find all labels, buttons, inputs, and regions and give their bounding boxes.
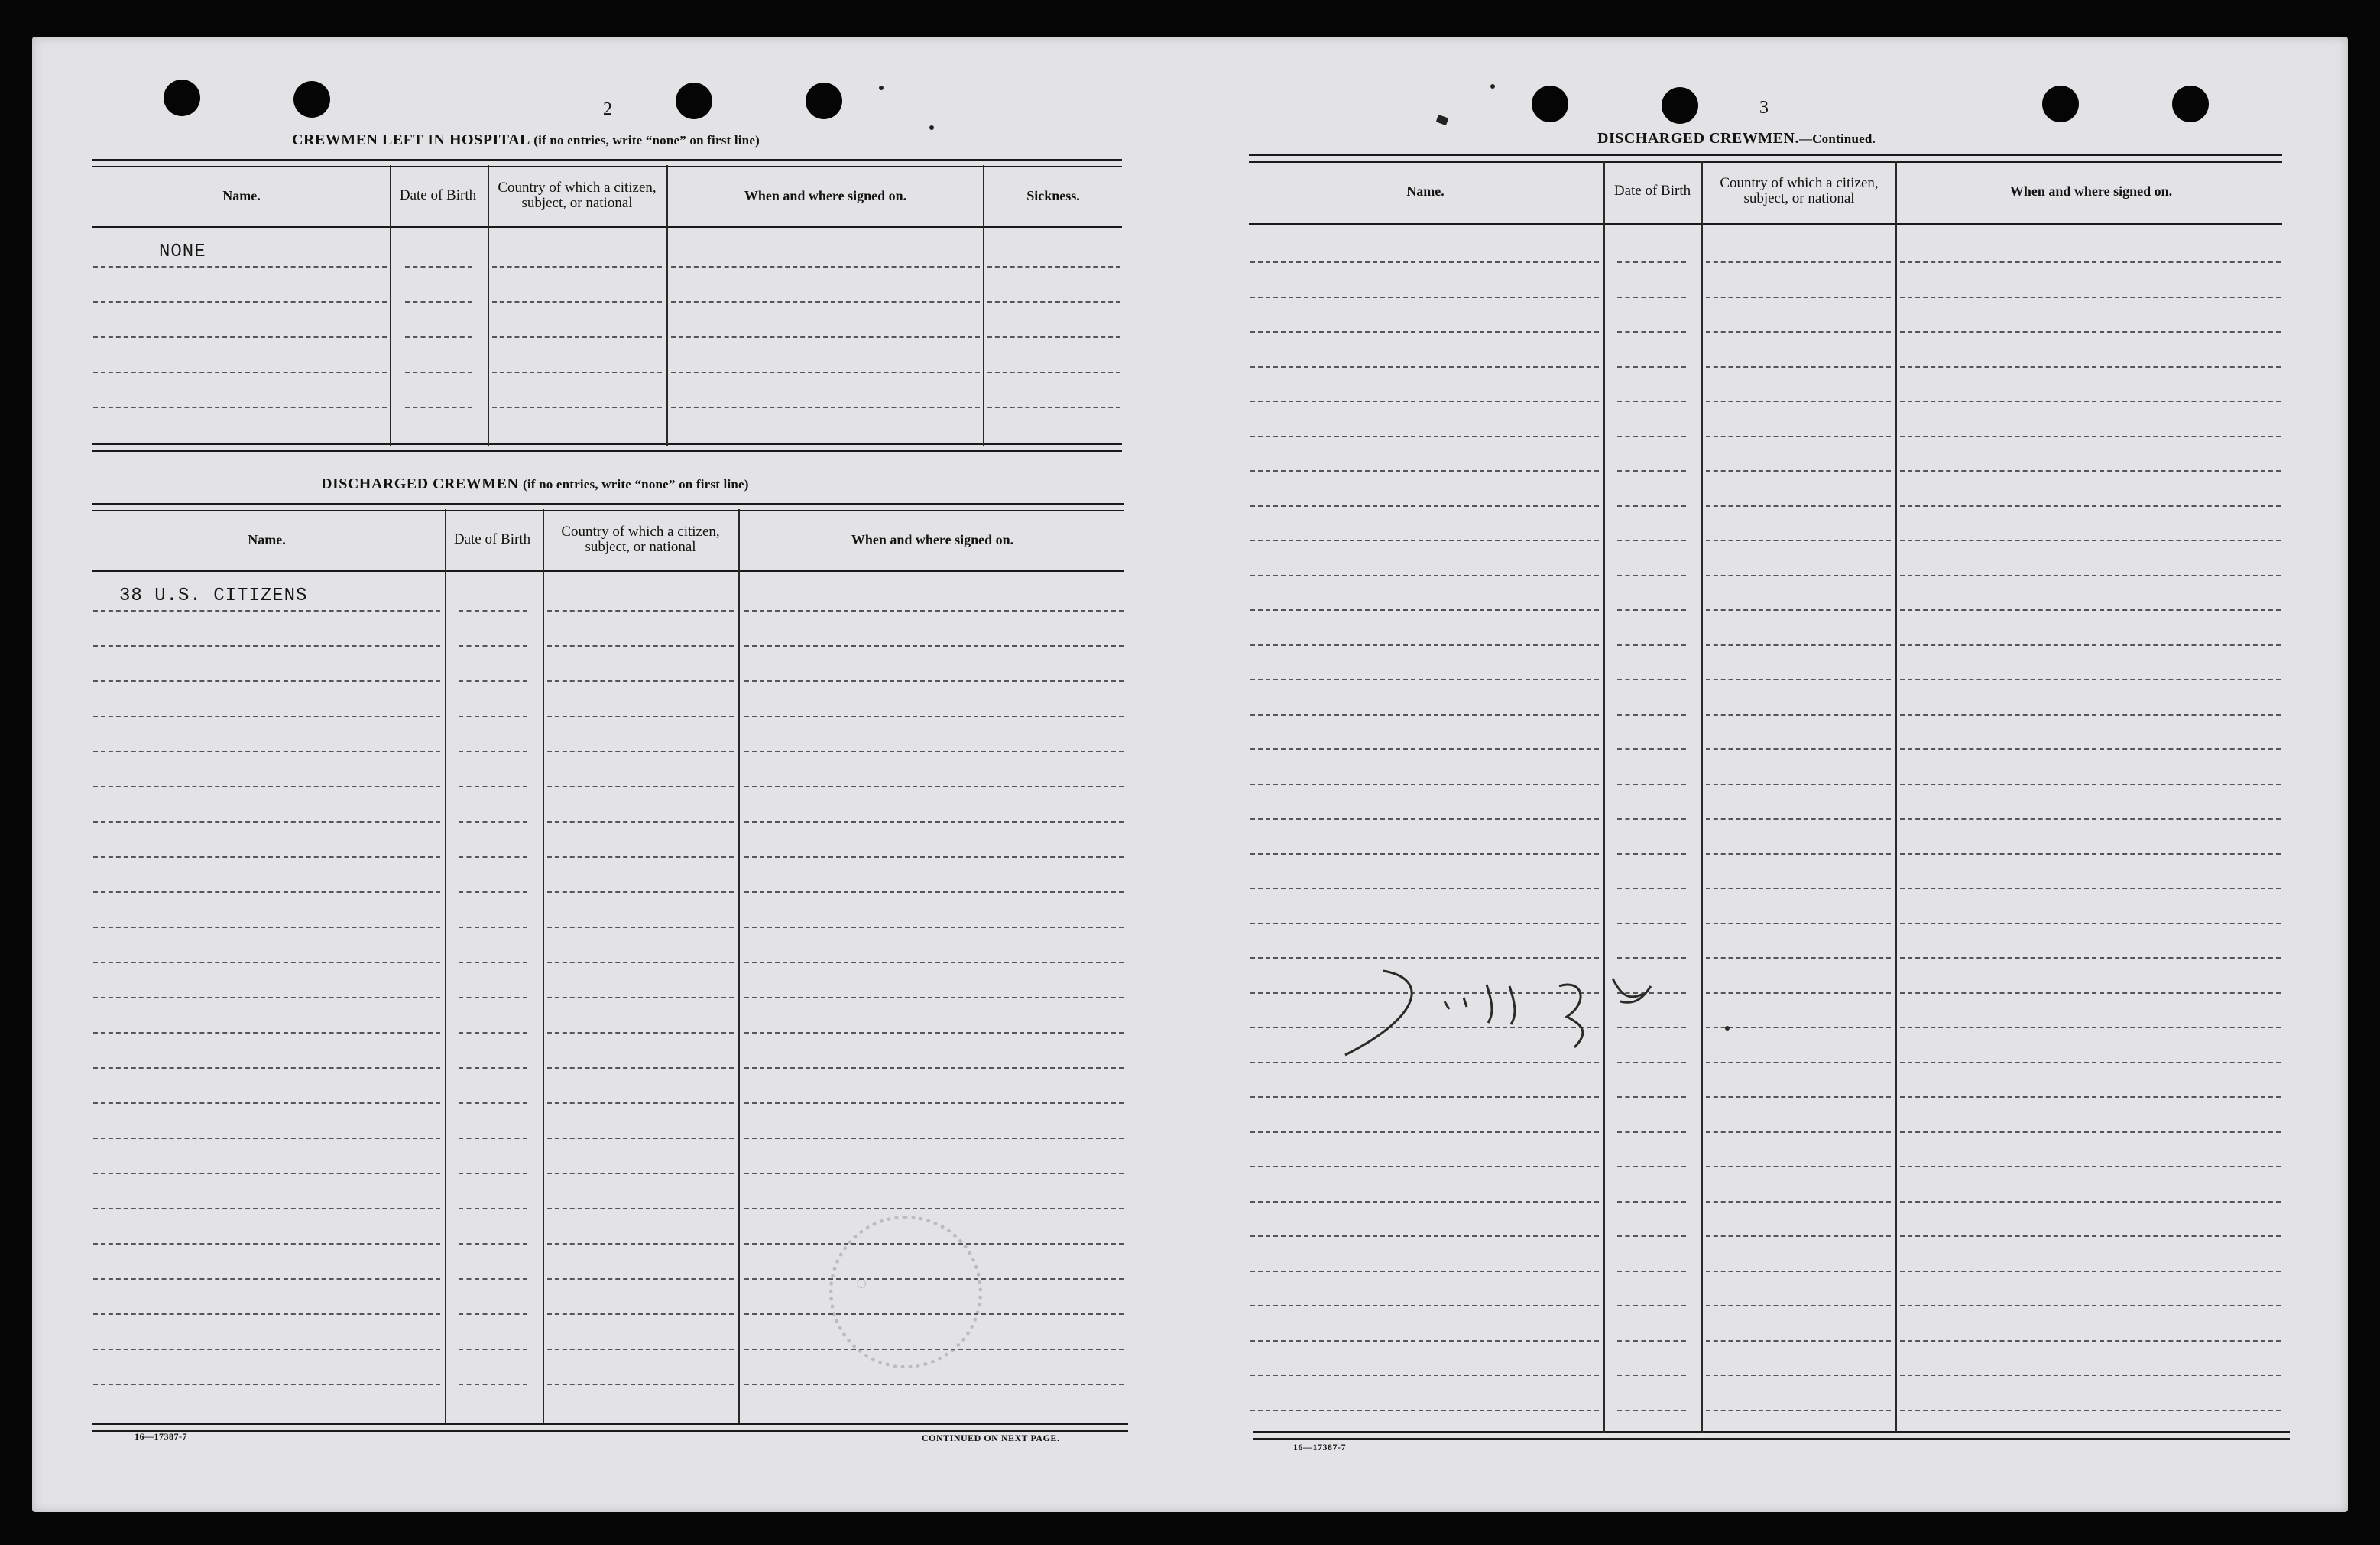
ruled-line [547,1243,734,1245]
ruled-line [1250,853,1599,855]
ruled-line [1617,1271,1686,1272]
ruled-line [1617,923,1686,924]
ruled-line [744,645,1124,647]
ruled-line [1250,1096,1599,1098]
ruled-line [492,336,662,338]
ruled-line [1250,1340,1599,1342]
ruled-line [1900,1271,2281,1272]
ruled-line [1900,575,2281,576]
discharged-title-text: DISCHARGED CREWMEN [321,476,519,492]
col-divider [983,165,984,446]
col-header-country: Country of which a citizen, subject, or national [561,524,720,555]
ruled-line [1706,1305,1891,1306]
ruled-line [1617,1410,1686,1411]
ruled-line [1900,366,2281,368]
ruled-line [547,856,734,858]
ruled-line [1900,1201,2281,1203]
ruled-line [492,301,662,303]
ruled-line [93,645,440,647]
binder-hole [164,80,200,116]
ruled-line [1706,714,1891,716]
binder-hole [2172,86,2209,122]
ruled-line [1617,1305,1686,1306]
col-header-signed-on: When and where signed on. [2009,183,2173,199]
ruled-line [1900,1166,2281,1167]
ruled-line [547,1173,734,1174]
ruled-line [459,1313,527,1315]
ruled-line [459,997,527,998]
discharged-section-title [321,476,749,493]
ruled-line [1706,1131,1891,1133]
ruled-line [1900,1235,2281,1237]
ruled-line [459,856,527,858]
ruled-line [1900,644,2281,646]
ruled-line [1250,401,1599,402]
ruled-line [492,372,662,373]
ruled-line [93,751,440,752]
ruled-line [1250,470,1599,472]
ruled-line [492,407,662,408]
binder-hole [1662,87,1698,124]
ruled-line [1900,331,2281,333]
ruled-line [1617,609,1686,611]
ruled-line [1706,575,1891,576]
ruled-line [93,610,440,612]
ruled-line [987,372,1120,373]
col-header-date-of-birth: Date of Birth [1613,183,1691,199]
ruled-line [1706,1375,1891,1376]
ruled-line [744,856,1124,858]
ruled-line [1617,470,1686,472]
ruled-line [987,336,1120,338]
ruled-line [1617,1201,1686,1203]
ruled-line [1900,784,2281,785]
ruled-line [459,1032,527,1034]
ruled-line [1706,853,1891,855]
ruled-line [1617,679,1686,680]
col-header-name: Name. [222,188,261,203]
ruled-line [1617,331,1686,333]
ruled-line [1900,297,2281,298]
col-divider [543,509,544,1423]
ruled-line [459,751,527,752]
ruled-line [459,891,527,893]
ink-speck [879,86,884,90]
ruled-line [1617,261,1686,263]
ruled-line [93,1102,440,1104]
ruled-line [1617,575,1686,576]
ruled-line [1706,540,1891,541]
ruled-line [459,1384,527,1385]
ruled-line [1900,957,2281,959]
col-divider [1603,161,1605,1433]
page-number-left: 2 [603,99,612,119]
ruled-line [1900,505,2281,507]
ruled-line [744,997,1124,998]
ruled-line [1250,575,1599,576]
col-divider [666,165,668,446]
ruled-line [1900,261,2281,263]
ruled-line [1250,1166,1599,1167]
ruled-line [1706,261,1891,263]
ruled-line [93,821,440,823]
ruled-line [547,821,734,823]
ruled-line [744,1208,1124,1209]
ruled-line [547,1138,734,1139]
hospital-title-text: CREWMEN LEFT IN HOSPITAL [292,131,530,148]
hospital-title-note: (if no entries, write “none” on first line) [533,133,760,148]
binder-hole [676,83,712,119]
ruled-line [1617,1340,1686,1342]
ruled-line [1706,609,1891,611]
ruled-line [93,891,440,893]
ruled-line [1250,297,1599,298]
form-number-right: 16—17387-7 [1293,1442,1346,1452]
ruled-line [1706,366,1891,368]
ruled-line [1900,853,2281,855]
ruled-line [744,927,1124,928]
ruled-line [744,680,1124,682]
ruled-line [1617,1131,1686,1133]
ruled-line [547,1208,734,1209]
col-header-date-of-birth: Date of Birth [399,187,477,203]
ruled-line [1706,1410,1891,1411]
ruled-line [1617,853,1686,855]
ruled-line [1617,714,1686,716]
ruled-line [1250,540,1599,541]
page-number-right: 3 [1759,98,1769,118]
ruled-line [93,997,440,998]
col-header-signed-on: When and where signed on. [851,532,1014,547]
ruled-line [93,962,440,963]
ruled-line [1900,923,2281,924]
form-sheet [32,37,2348,1512]
ruled-line [1900,1062,2281,1063]
ruled-line [1250,644,1599,646]
ruled-line [987,266,1120,268]
ruled-line [1900,1131,2281,1133]
ruled-line [1706,784,1891,785]
ruled-line [93,1208,440,1209]
ruled-line [459,1138,527,1139]
ruled-line [1617,644,1686,646]
ruled-line [547,786,734,787]
col-header-signed-on: When and where signed on. [744,188,907,203]
handwritten-signature [1330,956,1743,1070]
hospital-bottom-rule [92,443,1122,452]
ruled-line [547,1102,734,1104]
col-header-sickness: Sickness. [1026,188,1080,203]
ruled-line [1250,888,1599,889]
ruled-line [1617,366,1686,368]
ruled-line [93,266,387,268]
ruled-line [1900,818,2281,820]
ruled-line [1617,1166,1686,1167]
ruled-line [744,786,1124,787]
ruled-line [93,1138,440,1139]
ink-speck [929,125,934,130]
right-section-title [1597,130,1876,148]
ruled-line [1900,748,2281,750]
ruled-line [459,1173,527,1174]
ruled-line [744,751,1124,752]
col-header-date-of-birth: Date of Birth [453,531,531,547]
ruled-line [1900,1096,2281,1098]
ruled-line [744,891,1124,893]
ruled-line [744,1384,1124,1385]
discharged-title-note: (if no entries, write “none” on first line) [522,477,749,492]
ruled-line [1900,436,2281,437]
ruled-line [1617,436,1686,437]
ruled-line [492,266,662,268]
ruled-line [459,1208,527,1209]
ruled-line [1250,714,1599,716]
ruled-line [93,927,440,928]
ruled-line [1250,818,1599,820]
ruled-line [93,1384,440,1385]
binder-hole [806,83,842,119]
ruled-line [93,1278,440,1280]
ruled-line [1250,1271,1599,1272]
stamp-mark: ◌ [852,1272,871,1296]
ruled-line [93,372,387,373]
ruled-line [547,751,734,752]
discharged-bottom-rule [92,1423,1128,1432]
ruled-line [987,301,1120,303]
ruled-line [671,336,980,338]
ruled-line [1706,818,1891,820]
ruled-line [1617,540,1686,541]
ruled-line [1900,609,2281,611]
ruled-line [1617,748,1686,750]
discharged-entry-name: 38 U.S. CITIZENS [119,586,308,606]
ruled-line [93,786,440,787]
ruled-line [547,1384,734,1385]
ruled-line [93,336,387,338]
ruled-line [1706,1201,1891,1203]
ruled-line [93,856,440,858]
hospital-header-rule [92,226,1122,228]
ruled-line [547,1278,734,1280]
ruled-line [1900,888,2281,889]
ruled-line [547,962,734,963]
discharged-header-rule [92,570,1124,572]
ruled-line [459,1067,527,1069]
ruled-line [459,786,527,787]
ruled-line [1706,923,1891,924]
ruled-line [1900,470,2281,472]
ruled-line [1706,401,1891,402]
ruled-line [1900,1027,2281,1028]
ruled-line [744,1032,1124,1034]
ruled-line [1900,714,2281,716]
ruled-line [987,407,1120,408]
ruled-line [1250,261,1599,263]
ruled-line [1250,923,1599,924]
ruled-line [1900,401,2281,402]
ruled-line [1617,297,1686,298]
ruled-line [405,372,472,373]
ruled-line [1706,297,1891,298]
ruled-line [93,680,440,682]
ruled-line [547,1032,734,1034]
ruled-line [1900,992,2281,994]
ruled-line [405,407,472,408]
form-number-left: 16—17387-7 [135,1431,187,1442]
ruled-line [93,1243,440,1245]
ruled-line [1250,1375,1599,1376]
ruled-line [1250,1410,1599,1411]
binder-hole [1532,86,1568,122]
ruled-line [1617,1096,1686,1098]
ruled-line [547,645,734,647]
ruled-line [1706,679,1891,680]
col-divider [1895,161,1897,1433]
right-header-rule [1249,223,2282,225]
ruled-line [1250,748,1599,750]
ruled-line [459,610,527,612]
ruled-line [744,610,1124,612]
binder-hole [2042,86,2079,122]
ruled-line [671,407,980,408]
right-title-text: DISCHARGED CREWMEN. [1597,130,1799,147]
ruled-line [459,680,527,682]
ruled-line [1250,331,1599,333]
ruled-line [1617,505,1686,507]
ruled-line [93,1067,440,1069]
ruled-line [459,645,527,647]
ruled-line [547,891,734,893]
col-divider [390,165,391,446]
ruled-line [1706,1166,1891,1167]
ruled-line [459,821,527,823]
ruled-line [671,301,980,303]
ruled-line [547,1349,734,1350]
ruled-line [459,1278,527,1280]
ruled-line [1250,609,1599,611]
col-header-name: Name. [248,532,286,547]
ruled-line [1250,505,1599,507]
ruled-line [1706,888,1891,889]
ink-speck [1490,84,1495,89]
ruled-line [1706,1235,1891,1237]
continued-note: CONTINUED ON NEXT PAGE. [922,1433,1060,1443]
ruled-line [1617,1375,1686,1376]
ruled-line [1617,818,1686,820]
ruled-line [671,266,980,268]
ruled-line [671,372,980,373]
ruled-line [547,716,734,717]
ruled-line [1250,1305,1599,1306]
ruled-line [1706,505,1891,507]
ruled-line [744,716,1124,717]
ruled-line [1706,470,1891,472]
ruled-line [744,1138,1124,1139]
col-divider [1701,161,1703,1433]
ruled-line [93,1349,440,1350]
ruled-line [1706,1096,1891,1098]
ruled-line [547,927,734,928]
ruled-line [744,1173,1124,1174]
ruled-line [1617,401,1686,402]
ruled-line [1617,1235,1686,1237]
right-bottom-rule [1253,1431,2290,1440]
hospital-section-title [292,131,760,149]
ruled-line [1706,748,1891,750]
ruled-line [1250,1131,1599,1133]
ruled-line [405,266,472,268]
ruled-line [459,1349,527,1350]
ruled-line [405,336,472,338]
ruled-line [1250,1201,1599,1203]
ruled-line [1250,679,1599,680]
ruled-line [744,821,1124,823]
col-divider [738,509,740,1423]
ruled-line [1250,366,1599,368]
col-divider [488,165,489,446]
ruled-line [93,1173,440,1174]
ruled-line [1706,436,1891,437]
right-title-suffix: —Continued. [1798,131,1876,146]
ruled-line [547,997,734,998]
binder-hole [293,81,330,118]
ruled-line [459,716,527,717]
ruled-line [547,610,734,612]
ruled-line [405,301,472,303]
ruled-line [744,1067,1124,1069]
ruled-line [744,1102,1124,1104]
ruled-line [1900,540,2281,541]
ruled-line [93,301,387,303]
ruled-line [1617,784,1686,785]
ruled-line [459,1102,527,1104]
ruled-line [93,716,440,717]
ruled-line [459,962,527,963]
ruled-line [547,680,734,682]
ruled-line [1706,1340,1891,1342]
ruled-line [1900,1340,2281,1342]
hospital-entry-name: NONE [159,242,206,262]
ruled-line [547,1067,734,1069]
ruled-line [744,962,1124,963]
ruled-line [459,927,527,928]
ruled-line [1250,1235,1599,1237]
ruled-line [1706,1271,1891,1272]
ruled-line [1900,1375,2281,1376]
ruled-line [93,1313,440,1315]
ruled-line [1617,888,1686,889]
ruled-line [93,1032,440,1034]
col-divider [445,509,446,1423]
ruled-line [1900,1305,2281,1306]
ruled-line [1250,784,1599,785]
ruled-line [1706,644,1891,646]
ruled-line [1900,1410,2281,1411]
ruled-line [1900,679,2281,680]
col-header-country: Country of which a citizen, subject, or national [1720,175,1879,206]
ruled-line [547,1313,734,1315]
col-header-country: Country of which a citizen, subject, or national [498,180,657,211]
ruled-line [1706,331,1891,333]
ruled-line [1250,436,1599,437]
col-header-name: Name. [1406,183,1445,199]
faded-stamp [829,1216,982,1368]
ruled-line [93,407,387,408]
ruled-line [459,1243,527,1245]
